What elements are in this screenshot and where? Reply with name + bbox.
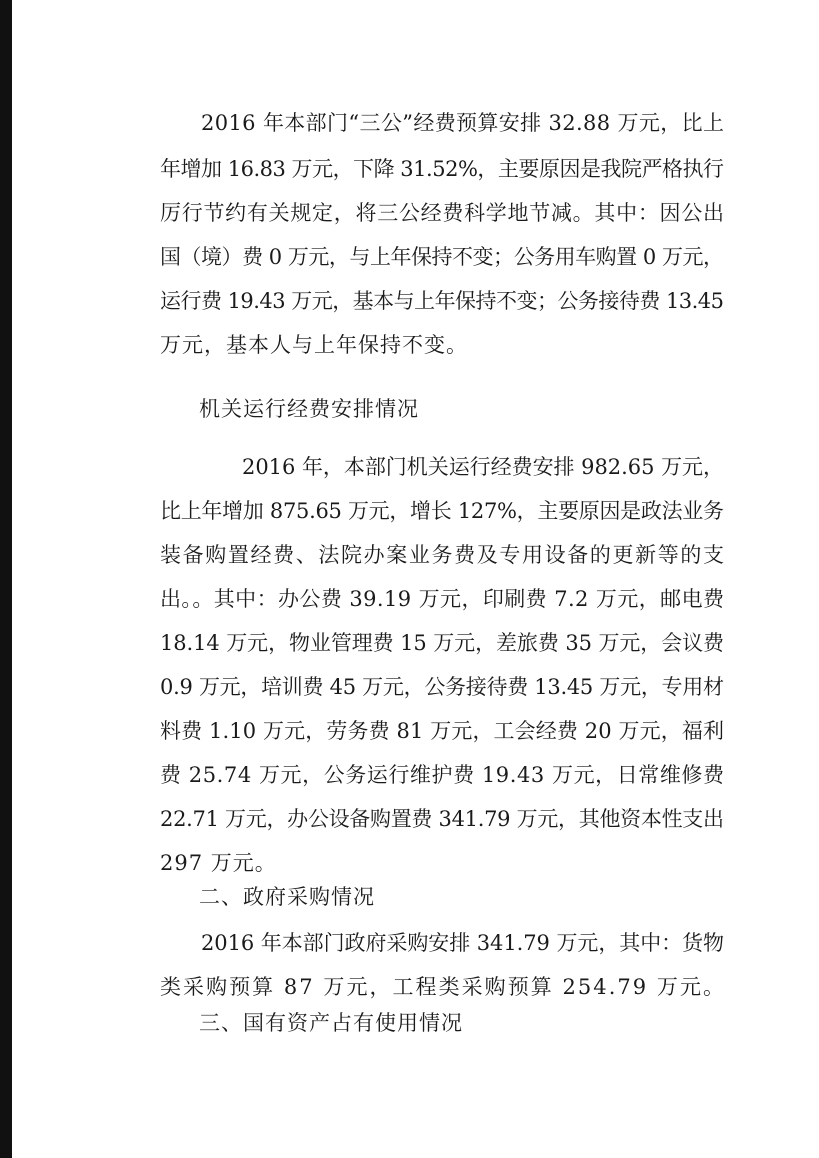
text-line: 费 25.74 万元，公务运行维护费 19.43 万元，日常维修费 [160,763,725,787]
text-line: 装备购置经费、法院办案业务费及专用设备的更新等的支 [160,543,726,567]
section-heading-jiguan: 机关运行经费安排情况 [199,397,419,421]
text-line: 比上年增加 875.65 万元，增长 127%，主要原因是政法业务 [160,499,724,523]
text-line: 料费 1.10 万元，劳务费 81 万元，工会经费 20 万元，福利 [160,719,725,743]
text-line: 年增加 16.83 万元，下降 31.52%，主要原因是我院严格执行 [160,157,724,181]
section-heading-zichan: 三、国有资产占有使用情况 [199,1011,463,1035]
text-line: 国（境）费 0 万元，与上年保持不变；公务用车购置 0 万元， [160,245,724,269]
text-line: 0.9 万元，培训费 45 万元，公务接待费 13.45 万元，专用材 [160,675,724,699]
text-line: 类采购预算 87 万元，工程类采购预算 254.79 万元。 [160,975,727,999]
text-line: 2016 年，本部门机关运行经费安排 982.65 万元， [242,455,724,479]
text-line: 出。。其中：办公费 39.19 万元，印刷费 7.2 万元，邮电费 [160,587,725,611]
text-line: 22.71 万元，办公设备购置费 341.79 万元，其他资本性支出 [160,807,724,831]
text-line: 297 万元。 [160,851,277,875]
text-line: 运行费 19.43 万元，基本与上年保持不变；公务接待费 13.45 [160,289,724,313]
text-line: 厉行节约有关规定，将三公经费科学地节减。其中：因公出 [160,201,725,225]
text-line: 2016 年本部门政府采购安排 341.79 万元，其中：货物 [201,931,724,955]
text-line: 2016 年本部门“三公”经费预算安排 32.88 万元，比上 [201,111,725,135]
text-line: 万元，基本人与上年保持不变。 [160,333,468,357]
text-line: 18.14 万元，物业管理费 15 万元，差旅费 35 万元，会议费 [160,631,724,655]
section-heading-caigou: 二、政府采购情况 [199,885,375,909]
